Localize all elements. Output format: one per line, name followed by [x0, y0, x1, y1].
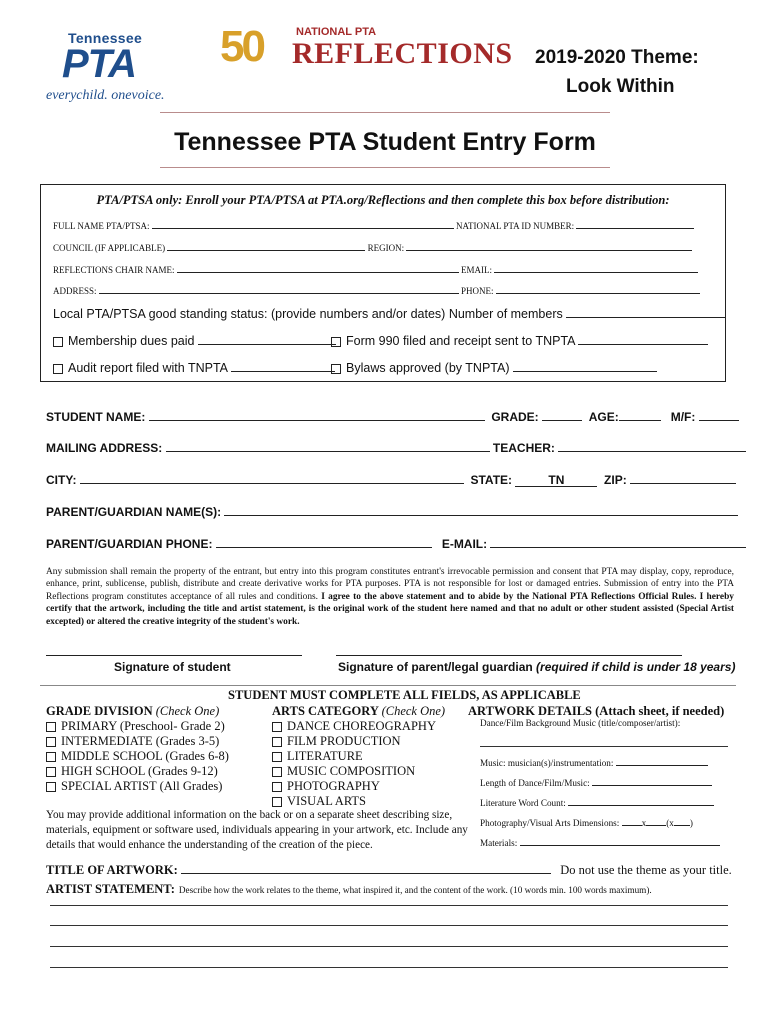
- musicians-row: [480, 758, 708, 768]
- grade-option[interactable]: [46, 749, 229, 764]
- arts-option[interactable]: [272, 734, 401, 749]
- grade-checkbox[interactable]: [46, 737, 56, 747]
- guardian-name-field[interactable]: [224, 514, 738, 516]
- arts-checkbox[interactable]: [272, 767, 282, 777]
- grade-checkbox[interactable]: [46, 782, 56, 792]
- materials-field[interactable]: [520, 844, 720, 846]
- zip-label: ZIP:: [604, 473, 627, 487]
- city-field[interactable]: [80, 482, 464, 484]
- guardian-signature-label: [338, 660, 735, 674]
- dim-close: ): [689, 818, 693, 828]
- age-label: AGE:: [588, 410, 619, 424]
- audit-label: Audit report filed with TNPTA: [68, 361, 228, 375]
- grade-checkbox[interactable]: [46, 722, 56, 732]
- grade-option-label: SPECIAL ARTIST (All Grades): [61, 779, 223, 793]
- dues-label: Membership dues paid: [68, 334, 195, 348]
- arts-option[interactable]: [272, 779, 380, 794]
- grade-label: GRADE:: [491, 410, 539, 424]
- members-field[interactable]: [566, 316, 726, 318]
- chair-row: [53, 265, 698, 275]
- guardian-phone-row: [46, 537, 746, 551]
- dues-field[interactable]: [198, 343, 336, 345]
- dance-music-field[interactable]: [480, 746, 728, 747]
- arts-checkbox[interactable]: [272, 797, 282, 807]
- dimensions-label: Photography/Visual Arts Dimensions:: [480, 818, 620, 828]
- artwork-details-title: ARTWORK DETAILS (Attach sheet, if needed): [468, 704, 725, 718]
- state-field[interactable]: [515, 474, 597, 487]
- student-name-field[interactable]: [149, 419, 485, 421]
- guardian-name-row: [46, 505, 738, 519]
- title-of-artwork-row: [46, 863, 732, 878]
- guardian-signature-line[interactable]: [336, 655, 682, 656]
- form990-item: [331, 334, 708, 348]
- title-of-artwork-field[interactable]: [181, 872, 551, 874]
- bylaws-checkbox[interactable]: [331, 364, 341, 374]
- legal-normal: Any submission shall remain the property of the entrant, but entry into this program constitutes entrant's irrevocable permission and consent that PTA may display, copy, reproduce, enhance, print, sublicense, publish, distribute and create derivative works for PTA purposes. PTA is not responsible for lost or damaged entries. Submission of entry into the PTA Reflections program constitutes acceptance of all rules and conditions.: [46, 567, 734, 602]
- region-label: REGION:: [367, 243, 405, 253]
- council-field[interactable]: [167, 249, 365, 251]
- guardian-email-field[interactable]: [490, 546, 746, 548]
- mailing-label: MAILING ADDRESS:: [46, 441, 163, 455]
- arts-option[interactable]: [272, 749, 363, 764]
- dance-music-label: Dance/Film Background Music (title/composer/artist):: [480, 718, 681, 728]
- box-phone-field[interactable]: [496, 292, 700, 294]
- arts-option-label: PHOTOGRAPHY: [287, 779, 380, 793]
- statement-line-4[interactable]: [50, 967, 728, 968]
- length-row: [480, 778, 712, 788]
- form990-checkbox[interactable]: [331, 337, 341, 347]
- box-address-field[interactable]: [99, 292, 459, 294]
- region-field[interactable]: [406, 249, 692, 251]
- guardian-phone-label: PARENT/GUARDIAN PHONE:: [46, 537, 213, 551]
- artist-statement-label: ARTIST STATEMENT:: [46, 882, 175, 896]
- legal-agreement: I agree to the above statement and to abide by the National PTA Reflections Official Rules. I hereby certify that the artwork, including the title and artist statement, is the original work of the student here named and that no adult or other student assisted (Special Artist excepted) or altered the creative integrity of the student's work.: [46, 591, 734, 627]
- dimensions-row: [480, 818, 693, 828]
- bylaws-item: [331, 361, 657, 375]
- council-row: [53, 243, 692, 253]
- dim-x1: x: [641, 818, 647, 828]
- arts-option[interactable]: [272, 794, 366, 809]
- legal-statement: [46, 566, 734, 628]
- arts-option-label: MUSIC COMPOSITION: [287, 764, 416, 778]
- grade-option[interactable]: [46, 764, 218, 779]
- box-phone-label: PHONE:: [461, 286, 494, 296]
- arts-option-label: FILM PRODUCTION: [287, 734, 401, 748]
- arts-checkbox[interactable]: [272, 752, 282, 762]
- mailing-row: [46, 441, 746, 455]
- arts-option[interactable]: [272, 764, 415, 779]
- reflections-50-logo: 50: [220, 22, 263, 71]
- title-divider: [160, 167, 610, 168]
- length-field[interactable]: [592, 784, 712, 786]
- full-name-row: [53, 221, 694, 231]
- materials-row: [480, 838, 720, 848]
- council-label: COUNCIL (IF APPLICABLE): [53, 243, 166, 253]
- arts-checkbox[interactable]: [272, 722, 282, 732]
- arts-checkbox[interactable]: [272, 782, 282, 792]
- mailing-field[interactable]: [166, 450, 490, 452]
- dues-item: [53, 334, 336, 348]
- dim-height-field[interactable]: [646, 824, 666, 826]
- standing-label: Local PTA/PTSA good standing status: (provide numbers and/or dates) Number of members: [53, 307, 563, 321]
- arts-category-hint: (Check One): [381, 704, 446, 718]
- national-id-field[interactable]: [576, 227, 694, 229]
- arts-option-label: VISUAL ARTS: [287, 794, 367, 808]
- additional-info-note: You may provide additional information on the back or on a separate sheet describing size, materials, equipment or software used, individuals appearing in your artwork, etc. Include any details that would enhance the understanding of the creation of the piece.: [46, 809, 468, 851]
- musicians-field[interactable]: [616, 764, 708, 766]
- national-id-label: NATIONAL PTA ID NUMBER:: [455, 221, 575, 231]
- age-field[interactable]: [619, 419, 661, 421]
- arts-option[interactable]: [272, 719, 436, 734]
- guardian-signature-note: (required if child is under 18 years): [536, 660, 736, 674]
- mf-label: M/F:: [670, 410, 696, 424]
- pta-box-header: PTA/PTSA only: Enroll your PTA/PTSA at PTA.org/Reflections and then complete this box before distribution:: [96, 193, 670, 207]
- student-signature-line[interactable]: [46, 655, 302, 656]
- statement-line-1[interactable]: [50, 905, 728, 906]
- grade-option[interactable]: [46, 734, 219, 749]
- chair-name-label: REFLECTIONS CHAIR NAME:: [53, 265, 175, 275]
- tn-logo-state: Tennessee: [68, 30, 143, 46]
- section-divider: [40, 685, 736, 686]
- grade-checkbox[interactable]: [46, 767, 56, 777]
- grade-option-label: PRIMARY (Preschool- Grade 2): [61, 719, 225, 733]
- city-row: [46, 473, 736, 487]
- zip-field[interactable]: [630, 482, 736, 484]
- form990-field[interactable]: [578, 343, 708, 345]
- box-email-field[interactable]: [494, 271, 698, 273]
- arts-category-title: [272, 704, 445, 719]
- grade-division-label: GRADE DIVISION: [46, 704, 153, 718]
- state-value: TN: [548, 473, 565, 487]
- mf-field[interactable]: [699, 419, 739, 421]
- materials-label: Materials:: [480, 838, 518, 848]
- arts-option-label: LITERATURE: [287, 749, 363, 763]
- audit-checkbox[interactable]: [53, 364, 63, 374]
- guardian-phone-field[interactable]: [216, 546, 432, 548]
- box-address-label: ADDRESS:: [53, 286, 97, 296]
- grade-option-label: HIGH SCHOOL (Grades 9-12): [61, 764, 218, 778]
- title-of-artwork-label: TITLE OF ARTWORK:: [46, 863, 178, 877]
- statement-line-2[interactable]: [50, 925, 728, 926]
- theme-year: 2019-2020 Theme:: [535, 47, 699, 68]
- full-name-label: FULL NAME PTA/PTSA:: [53, 221, 150, 231]
- audit-item: [53, 361, 335, 375]
- header-divider: [160, 112, 610, 113]
- national-pta-label: NATIONAL PTA: [296, 26, 377, 38]
- grade-field[interactable]: [542, 419, 582, 421]
- dim-x2: (x: [666, 818, 674, 828]
- student-name-row: [46, 410, 739, 424]
- grade-option[interactable]: [46, 719, 225, 734]
- length-label: Length of Dance/Film/Music:: [480, 778, 590, 788]
- state-label: STATE:: [470, 473, 513, 487]
- arts-option-label: DANCE CHOREOGRAPHY: [287, 719, 436, 733]
- reflections-logo-text: REFLECTIONS: [292, 37, 513, 70]
- dim-width-field[interactable]: [622, 824, 642, 826]
- city-label: CITY:: [46, 473, 77, 487]
- audit-field[interactable]: [231, 370, 335, 372]
- address-row: [53, 286, 700, 296]
- teacher-label: TEACHER:: [492, 441, 555, 455]
- dim-depth-field[interactable]: [674, 824, 690, 826]
- standing-row: [53, 307, 726, 321]
- chair-name-field[interactable]: [177, 271, 459, 273]
- teacher-field[interactable]: [558, 450, 746, 452]
- statement-line-3[interactable]: [50, 946, 728, 947]
- dues-checkbox[interactable]: [53, 337, 63, 347]
- word-count-row: [480, 798, 714, 808]
- form990-label: Form 990 filed and receipt sent to TNPTA: [346, 334, 575, 348]
- guardian-signature-text: Signature of parent/legal guardian: [338, 660, 533, 674]
- word-count-label: Literature Word Count:: [480, 798, 566, 808]
- grade-option-label: INTERMEDIATE (Grades 3-5): [61, 734, 220, 748]
- tn-logo-pta: PTA: [62, 42, 137, 86]
- student-name-label: STUDENT NAME:: [46, 410, 146, 424]
- guardian-name-label: PARENT/GUARDIAN NAME(S):: [46, 505, 222, 519]
- student-signature-label: Signature of student: [114, 660, 231, 674]
- grade-division-hint: (Check One): [155, 704, 220, 718]
- arts-category-label: ARTS CATEGORY: [272, 704, 379, 718]
- box-email-label: EMAIL:: [461, 265, 493, 275]
- tn-logo-tagline: everychild. onevoice.: [46, 88, 165, 103]
- complete-fields-title: STUDENT MUST COMPLETE ALL FIELDS, AS APPLICABLE: [228, 688, 581, 702]
- full-name-field[interactable]: [152, 227, 454, 229]
- theme-name: Look Within: [566, 76, 675, 97]
- guardian-email-label: E-MAIL:: [441, 537, 488, 551]
- grade-division-title: [46, 704, 219, 719]
- arts-checkbox[interactable]: [272, 737, 282, 747]
- pta-only-box: [40, 184, 726, 382]
- grade-checkbox[interactable]: [46, 752, 56, 762]
- bylaws-field[interactable]: [513, 370, 657, 372]
- grade-option[interactable]: [46, 779, 222, 794]
- musicians-label: Music: musician(s)/instrumentation:: [480, 758, 614, 768]
- grade-option-label: MIDDLE SCHOOL (Grades 6-8): [61, 749, 229, 763]
- title-note: Do not use the theme as your title.: [560, 863, 732, 877]
- artist-statement-row: [46, 880, 652, 898]
- artist-statement-note: Describe how the work relates to the theme, what inspired it, and the content of the work. (10 words min. 100 words maximum).: [178, 885, 652, 895]
- bylaws-label: Bylaws approved (by TNPTA): [346, 361, 510, 375]
- word-count-field[interactable]: [568, 804, 714, 806]
- form-title: Tennessee PTA Student Entry Form: [174, 128, 596, 156]
